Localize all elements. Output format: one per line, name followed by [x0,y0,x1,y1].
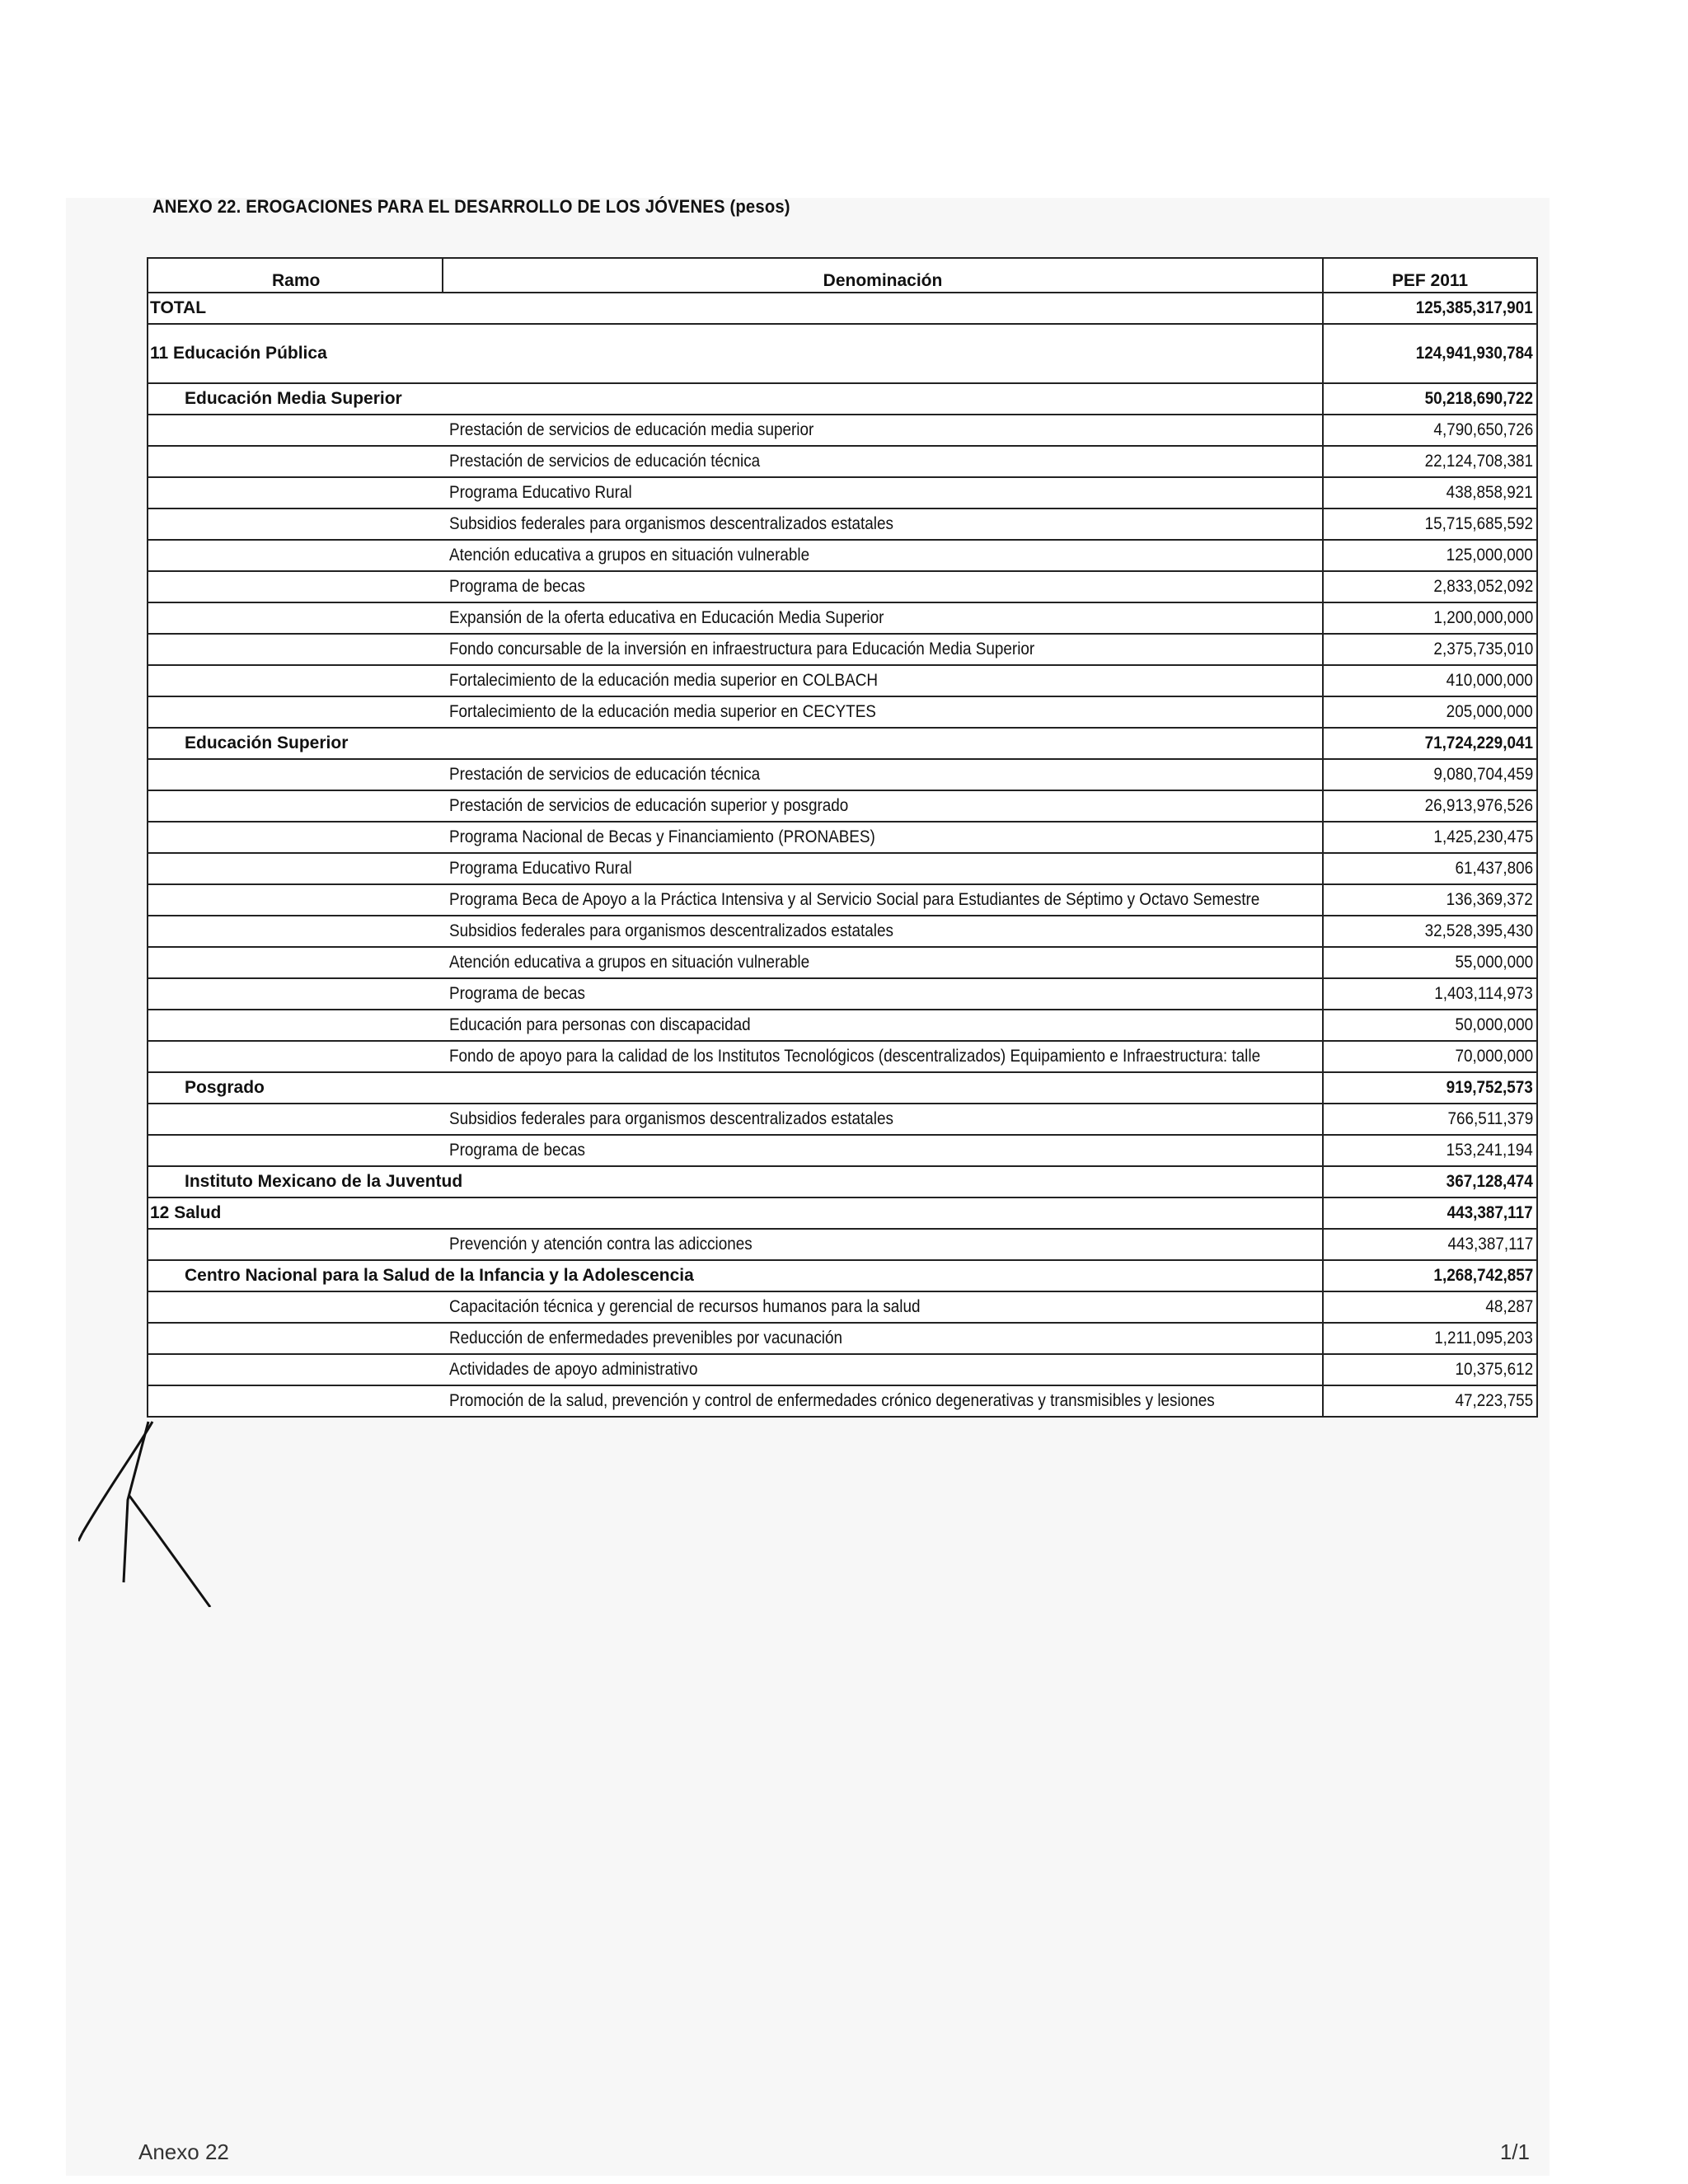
amount-text: 26,913,976,526 [1424,796,1533,815]
cell-ramo [148,916,443,947]
cell-denominacion [443,884,1323,916]
handwritten-signature [78,1418,243,1607]
cell-denominacion [443,1135,1323,1166]
cell-ramo [148,884,443,916]
cell-pef-amount [1323,1197,1537,1229]
amount-text: 125,000,000 [1446,546,1533,565]
table-row [148,1135,1537,1166]
amount-text: 136,369,372 [1446,890,1533,909]
column-header-ramo: Ramo [148,258,443,293]
cell-denominacion [443,1229,1323,1260]
cell-denominacion [443,477,1323,509]
cell-ramo [148,540,443,571]
table-body [148,293,1537,1417]
amount-text: 48,287 [1485,1297,1533,1316]
cell-ramo [148,790,443,822]
cell-ramo: 11 Educación Pública [148,324,443,383]
denominacion-text: Programa de becas [449,577,585,596]
cell-ramo [148,1104,443,1135]
table-row [148,634,1537,665]
denominacion-text: Programa Nacional de Becas y Financiamiento (PRONABES) [449,827,875,846]
cell-pef-amount [1323,509,1537,540]
denominacion-text: Educación para personas con discapacidad [449,1015,751,1034]
amount-text: 10,375,612 [1455,1360,1533,1379]
denominacion-text: Atención educativa a grupos en situación vulnerable [449,953,810,972]
amount-text: 438,858,921 [1446,483,1533,502]
cell-denominacion [443,1072,1323,1104]
cell-pef-amount [1323,1260,1537,1291]
cell-ramo [148,415,443,446]
amount-text: 2,833,052,092 [1433,577,1533,596]
cell-pef-amount [1323,383,1537,415]
amount-text: 70,000,000 [1455,1047,1533,1066]
cell-denominacion [443,1291,1323,1323]
amount-text: 55,000,000 [1455,953,1533,972]
table-row [148,1072,1537,1104]
cell-pef-amount [1323,759,1537,790]
cell-denominacion [443,696,1323,728]
table-row [148,759,1537,790]
cell-denominacion [443,822,1323,853]
table-header-row [148,258,1537,293]
cell-denominacion [443,324,1323,383]
denominacion-text: Fondo de apoyo para la calidad de los Institutos Tecnológicos (descentralizados) Equipamiento e Infraestructura: talle [449,1047,1261,1066]
cell-ramo: 12 Salud [148,1197,443,1229]
cell-pef-amount [1323,1323,1537,1354]
amount-text: 9,080,704,459 [1433,765,1533,784]
cell-pef-amount [1323,477,1537,509]
cell-ramo [148,665,443,696]
denominacion-text: Prestación de servicios de educación técnica [449,765,761,784]
cell-pef-amount [1323,1135,1537,1166]
cell-ramo [148,1323,443,1354]
denominacion-text: Fondo concursable de la inversión en infraestructura para Educación Media Superior [449,640,1035,658]
table-row [148,540,1537,571]
cell-ramo [148,978,443,1010]
cell-pef-amount [1323,1385,1537,1417]
table-row [148,415,1537,446]
cell-denominacion [443,947,1323,978]
cell-denominacion [443,1323,1323,1354]
amount-text: 32,528,395,430 [1424,921,1533,940]
amount-text: 50,218,690,722 [1424,389,1533,408]
cell-denominacion [443,509,1323,540]
table-row [148,446,1537,477]
cell-denominacion [443,1104,1323,1135]
amount-text: 1,200,000,000 [1433,608,1533,627]
cell-pef-amount [1323,947,1537,978]
table-row [148,916,1537,947]
cell-ramo [148,822,443,853]
amount-text: 2,375,735,010 [1433,640,1533,658]
cell-denominacion [443,540,1323,571]
cell-denominacion [443,415,1323,446]
cell-pef-amount [1323,916,1537,947]
denominacion-text: Subsidios federales para organismos descentralizados estatales [449,921,893,940]
cell-ramo [148,947,443,978]
amount-text: 1,403,114,973 [1434,984,1533,1003]
table-row [148,1354,1537,1385]
denominacion-text: Programa de becas [449,984,585,1003]
denominacion-text: Subsidios federales para organismos descentralizados estatales [449,514,893,533]
denominacion-text: Programa Beca de Apoyo a la Práctica Intensiva y al Servicio Social para Estudiantes de Séptimo y Octavo Semestre [449,890,1260,909]
table-row [148,1197,1537,1229]
table-row [148,1323,1537,1354]
cell-pef-amount [1323,446,1537,477]
cell-denominacion [443,790,1323,822]
cell-denominacion [443,1385,1323,1417]
column-header-denominacion: Denominación [443,258,1323,293]
amount-text: 205,000,000 [1446,702,1533,721]
cell-denominacion [443,916,1323,947]
cell-pef-amount [1323,1072,1537,1104]
denominacion-text: Prevención y atención contra las adicciones [449,1235,753,1254]
table-row [148,1104,1537,1135]
denominacion-text: Programa de becas [449,1141,585,1160]
cell-ramo [148,1291,443,1323]
table-row [148,696,1537,728]
cell-pef-amount [1323,1041,1537,1072]
denominacion-text: Programa Educativo Rural [449,859,632,878]
cell-pef-amount [1323,728,1537,759]
footer-page-number: 1/1 [1499,2139,1530,2164]
cell-pef-amount [1323,1166,1537,1197]
cell-pef-amount [1323,1010,1537,1041]
amount-text: 61,437,806 [1455,859,1533,878]
cell-ramo: Educación Superior [148,728,443,759]
amount-text: 1,425,230,475 [1433,827,1533,846]
cell-ramo [148,1354,443,1385]
cell-ramo [148,1010,443,1041]
table-row [148,1385,1537,1417]
cell-denominacion [443,293,1323,324]
amount-text: 153,241,194 [1446,1141,1533,1160]
table-row [148,383,1537,415]
table-row [148,324,1537,383]
amount-text: 22,124,708,381 [1424,452,1533,471]
cell-ramo: Posgrado [148,1072,443,1104]
cell-pef-amount [1323,1354,1537,1385]
table-row [148,790,1537,822]
cell-denominacion [443,571,1323,602]
cell-ramo [148,602,443,634]
budget-table [147,257,1538,1418]
denominacion-text: Prestación de servicios de educación superior y posgrado [449,796,849,815]
denominacion-text: Reducción de enfermedades prevenibles por vacunación [449,1329,843,1347]
amount-text: 4,790,650,726 [1433,420,1533,439]
cell-pef-amount [1323,884,1537,916]
cell-denominacion [443,853,1323,884]
cell-denominacion [443,1197,1323,1229]
table-row [148,947,1537,978]
cell-denominacion [443,634,1323,665]
cell-ramo [148,477,443,509]
table-row [148,978,1537,1010]
amount-text: 71,724,229,041 [1424,733,1533,752]
cell-denominacion [443,1010,1323,1041]
cell-pef-amount [1323,602,1537,634]
cell-ramo: TOTAL [148,293,443,324]
amount-text: 1,211,095,203 [1434,1329,1533,1347]
denominacion-text: Programa Educativo Rural [449,483,632,502]
cell-denominacion [443,978,1323,1010]
cell-pef-amount [1323,540,1537,571]
denominacion-text: Fortalecimiento de la educación media superior en CECYTES [449,702,876,721]
denominacion-text: Prestación de servicios de educación media superior [449,420,814,439]
denominacion-text: Prestación de servicios de educación técnica [449,452,761,471]
amount-text: 410,000,000 [1446,671,1533,690]
cell-pef-amount [1323,415,1537,446]
cell-denominacion [443,1041,1323,1072]
amount-text: 766,511,379 [1447,1109,1533,1128]
document-title: ANEXO 22. EROGACIONES PARA EL DESARROLLO DE LOS JÓVENES (pesos) [152,196,790,217]
denominacion-text: Atención educativa a grupos en situación vulnerable [449,546,810,565]
denominacion-text: Fortalecimiento de la educación media superior en COLBACH [449,671,879,690]
table-row [148,822,1537,853]
amount-text: 443,387,117 [1447,1203,1533,1222]
table-row [148,1041,1537,1072]
table-row [148,509,1537,540]
budget-table-container [147,257,1536,1418]
cell-denominacion [443,602,1323,634]
column-header-pef: PEF 2011 [1323,258,1537,293]
cell-ramo [148,1229,443,1260]
cell-ramo [148,853,443,884]
cell-pef-amount [1323,978,1537,1010]
amount-text: 15,715,685,592 [1424,514,1533,533]
amount-text: 124,941,930,784 [1416,344,1533,363]
cell-ramo [148,759,443,790]
table-row [148,293,1537,324]
amount-text: 125,385,317,901 [1416,298,1533,317]
cell-pef-amount [1323,853,1537,884]
cell-ramo [148,696,443,728]
cell-pef-amount [1323,665,1537,696]
cell-ramo [148,1135,443,1166]
table-row [148,1010,1537,1041]
denominacion-text: Subsidios federales para organismos descentralizados estatales [449,1109,893,1128]
amount-text: 47,223,755 [1455,1391,1533,1410]
cell-ramo [148,1041,443,1072]
amount-text: 50,000,000 [1455,1015,1533,1034]
cell-pef-amount [1323,1104,1537,1135]
denominacion-text: Actividades de apoyo administrativo [449,1360,698,1379]
denominacion-text: Promoción de la salud, prevención y control de enfermedades crónico degenerativas y transmisibles y lesiones [449,1391,1215,1410]
cell-denominacion [443,759,1323,790]
cell-pef-amount [1323,790,1537,822]
cell-ramo [148,446,443,477]
cell-pef-amount [1323,293,1537,324]
table-row [148,1229,1537,1260]
table-row [148,1260,1537,1291]
cell-denominacion [443,1354,1323,1385]
cell-pef-amount [1323,634,1537,665]
cell-pef-amount [1323,696,1537,728]
cell-denominacion [443,446,1323,477]
cell-pef-amount [1323,1291,1537,1323]
cell-ramo: Educación Media Superior [148,383,1323,415]
cell-ramo [148,1385,443,1417]
cell-pef-amount [1323,571,1537,602]
denominacion-text: Expansión de la oferta educativa en Educación Media Superior [449,608,884,627]
table-row [148,884,1537,916]
amount-text: 1,268,742,857 [1433,1266,1533,1285]
cell-denominacion [443,728,1323,759]
table-row [148,602,1537,634]
table-row [148,1291,1537,1323]
footer-annex-label: Anexo 22 [138,2139,229,2164]
table-row [148,853,1537,884]
cell-ramo [148,509,443,540]
cell-ramo [148,634,443,665]
cell-ramo: Centro Nacional para la Salud de la Infancia y la Adolescencia [148,1260,1323,1291]
cell-denominacion [443,665,1323,696]
cell-pef-amount [1323,324,1537,383]
amount-text: 367,128,474 [1446,1172,1533,1191]
table-row [148,477,1537,509]
cell-ramo [148,571,443,602]
cell-ramo: Instituto Mexicano de la Juventud [148,1166,1323,1197]
table-row [148,728,1537,759]
table-row [148,571,1537,602]
amount-text: 919,752,573 [1446,1078,1533,1097]
denominacion-text: Capacitación técnica y gerencial de recursos humanos para la salud [449,1297,921,1316]
cell-pef-amount [1323,822,1537,853]
table-row [148,1166,1537,1197]
amount-text: 443,387,117 [1447,1235,1533,1254]
table-row [148,665,1537,696]
cell-pef-amount [1323,1229,1537,1260]
